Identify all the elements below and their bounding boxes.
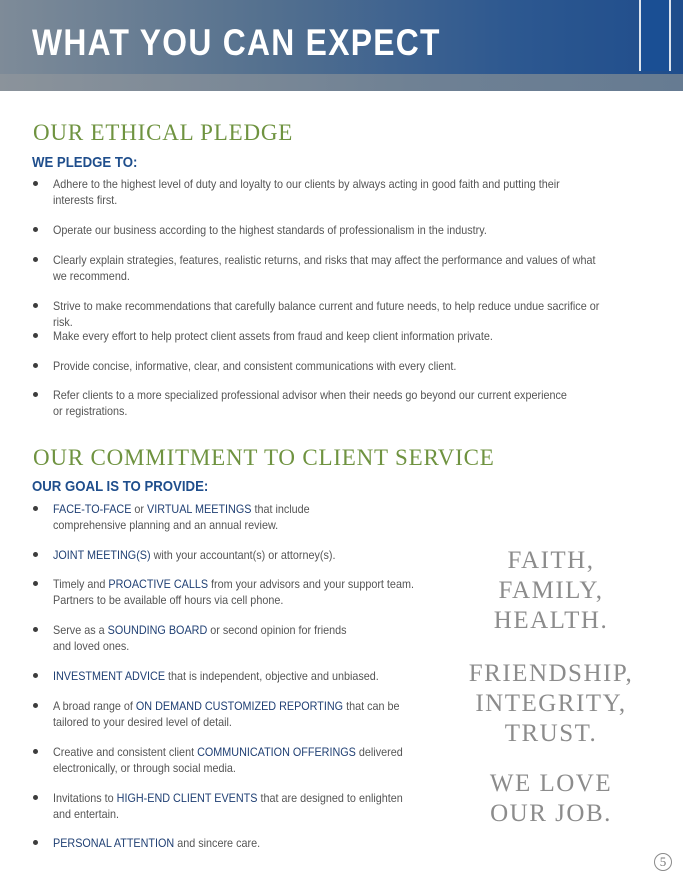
list-item <box>33 668 454 698</box>
list-item <box>33 576 454 622</box>
bullet-icon <box>33 749 38 754</box>
list-item-text-part: A broad range of <box>53 699 136 713</box>
list-item <box>33 501 454 547</box>
list-item-text-part: or <box>131 502 148 516</box>
commitment-heading: OUR COMMITMENT TO CLIENT SERVICE <box>33 445 495 470</box>
highlight-text: COMMUNICATION OFFERINGS <box>197 745 356 759</box>
quote-line: FAITH, <box>507 547 595 574</box>
highlight-text: PROACTIVE CALLS <box>108 577 209 591</box>
quote-line: FAMILY, <box>498 577 604 604</box>
highlight-text: ON DEMAND CUSTOMIZED REPORTING <box>135 699 344 713</box>
list-item-text <box>53 790 414 806</box>
quote-line: TRUST. <box>504 720 598 747</box>
list-item-text-part: that is independent, objective and unbiased. <box>165 669 379 683</box>
bullet-icon <box>33 303 38 308</box>
list-item-text: Provide concise, informative, clear, and consistent communications with every client. <box>53 359 457 373</box>
list-item <box>33 358 683 387</box>
list-item-text: Adhere to the highest level of duty and loyalty to our clients by always acting in good faith and putting their <box>53 177 560 191</box>
banner-decoration <box>641 0 669 71</box>
list-item <box>33 698 454 744</box>
pledge-heading: OUR ETHICAL PLEDGE <box>33 120 294 145</box>
bullet-icon <box>33 506 38 511</box>
list-item-text-part: Invitations to <box>53 791 117 805</box>
list-item-text-part: that can be <box>343 699 400 713</box>
list-item-text-part: that include <box>251 502 310 516</box>
quote-group-3 <box>463 769 639 829</box>
list-item-text <box>53 698 414 714</box>
list-item-text: Operate our business according to the highest standards of professionalism in the industry. <box>53 223 487 237</box>
list-item-text: interests first. <box>53 193 118 207</box>
commitment-list <box>33 501 454 855</box>
header-banner <box>0 0 683 91</box>
quote-line: WE LOVE <box>489 770 613 797</box>
quote-line: OUR JOB. <box>490 800 612 827</box>
list-item <box>33 387 683 419</box>
pledge-list <box>33 176 683 419</box>
bullet-icon <box>33 333 38 338</box>
quote-line: FRIENDSHIP, <box>468 660 634 687</box>
list-item-text: electronically, or through social media. <box>53 761 236 775</box>
list-item-text-part: with your accountant(s) or attorney(s). <box>150 548 336 562</box>
banner-decoration-line <box>639 0 641 71</box>
list-item-text: Make every effort to help protect client assets from fraud and keep client information private. <box>53 329 493 343</box>
highlight-text: VIRTUAL MEETINGS <box>147 502 252 516</box>
list-item <box>33 835 454 855</box>
list-item <box>33 222 683 252</box>
bullet-icon <box>33 181 38 186</box>
list-item-text-part: and sincere care. <box>174 836 261 850</box>
list-item <box>33 252 683 298</box>
list-item <box>33 622 454 668</box>
page-number: 5 <box>654 853 672 871</box>
list-item <box>33 298 683 328</box>
list-item-text: we recommend. <box>53 269 130 283</box>
bullet-icon <box>33 392 38 397</box>
list-item <box>33 328 683 358</box>
list-item <box>33 744 454 790</box>
highlight-text: INVESTMENT ADVICE <box>53 669 166 683</box>
commitment-subheading: OUR GOAL IS TO PROVIDE: <box>32 478 209 495</box>
bullet-icon <box>33 227 38 232</box>
list-item-text-part: Serve as a <box>53 623 108 637</box>
bullet-icon <box>33 257 38 262</box>
list-item-text <box>53 576 414 592</box>
bullet-icon <box>33 363 38 368</box>
quote-group-2 <box>463 659 639 749</box>
list-item-text: Partners to be available off hours via cell phone. <box>53 593 284 607</box>
list-item-text: and entertain. <box>53 807 120 821</box>
quote-line: INTEGRITY, <box>475 690 627 717</box>
list-item <box>33 176 683 222</box>
list-item-text: Clearly explain strategies, features, realistic returns, and risks that may affect the performance and values of what <box>53 253 596 267</box>
bullet-icon <box>33 795 38 800</box>
list-item-text: Refer clients to a more specialized professional advisor when their needs go beyond our current experience <box>53 388 567 402</box>
list-item-text-part: delivered <box>355 745 403 759</box>
quote-group-1 <box>463 546 639 636</box>
list-item-text: or registrations. <box>53 404 128 418</box>
list-item-text-part: Timely and <box>53 577 109 591</box>
list-item-text <box>53 744 414 760</box>
list-item-text: comprehensive planning and an annual review. <box>53 518 279 532</box>
highlight-text: SOUNDING BOARD <box>107 623 208 637</box>
list-item-text: tailored to your desired level of detail. <box>53 715 232 729</box>
bullet-icon <box>33 581 38 586</box>
list-item-text: Strive to make recommendations that carefully balance current and future needs, to help reduce undue sacrifice or risk. <box>53 299 600 329</box>
list-item <box>33 790 454 835</box>
highlight-text: FACE-TO-FACE <box>53 502 132 516</box>
list-item-text-part: from your advisors and your support team. <box>208 577 414 591</box>
list-item-text <box>53 622 414 638</box>
highlight-text: PERSONAL ATTENTION <box>53 836 175 850</box>
bullet-icon <box>33 627 38 632</box>
list-item-text <box>53 547 414 563</box>
bullet-icon <box>33 552 38 557</box>
highlight-text: JOINT MEETING(S) <box>53 548 151 562</box>
page-title: WHAT YOU CAN EXPECT <box>32 22 441 63</box>
bullet-icon <box>33 840 38 845</box>
highlight-text: HIGH-END CLIENT EVENTS <box>116 791 258 805</box>
bullet-icon <box>33 703 38 708</box>
list-item-text <box>53 501 414 517</box>
quote-line: HEALTH. <box>493 607 609 634</box>
banner-strip <box>0 74 683 91</box>
pledge-subheading: WE PLEDGE TO: <box>32 154 138 171</box>
list-item-text-part: Creative and consistent client <box>53 745 198 759</box>
list-item-text <box>53 668 414 684</box>
list-item-text-part: or second opinion for friends <box>207 623 347 637</box>
list-item-text: and loved ones. <box>53 639 130 653</box>
list-item-text-part: that are designed to enlighten <box>257 791 403 805</box>
banner-decoration-line <box>669 0 671 71</box>
bullet-icon <box>33 673 38 678</box>
list-item-text <box>53 835 414 851</box>
list-item <box>33 547 454 576</box>
